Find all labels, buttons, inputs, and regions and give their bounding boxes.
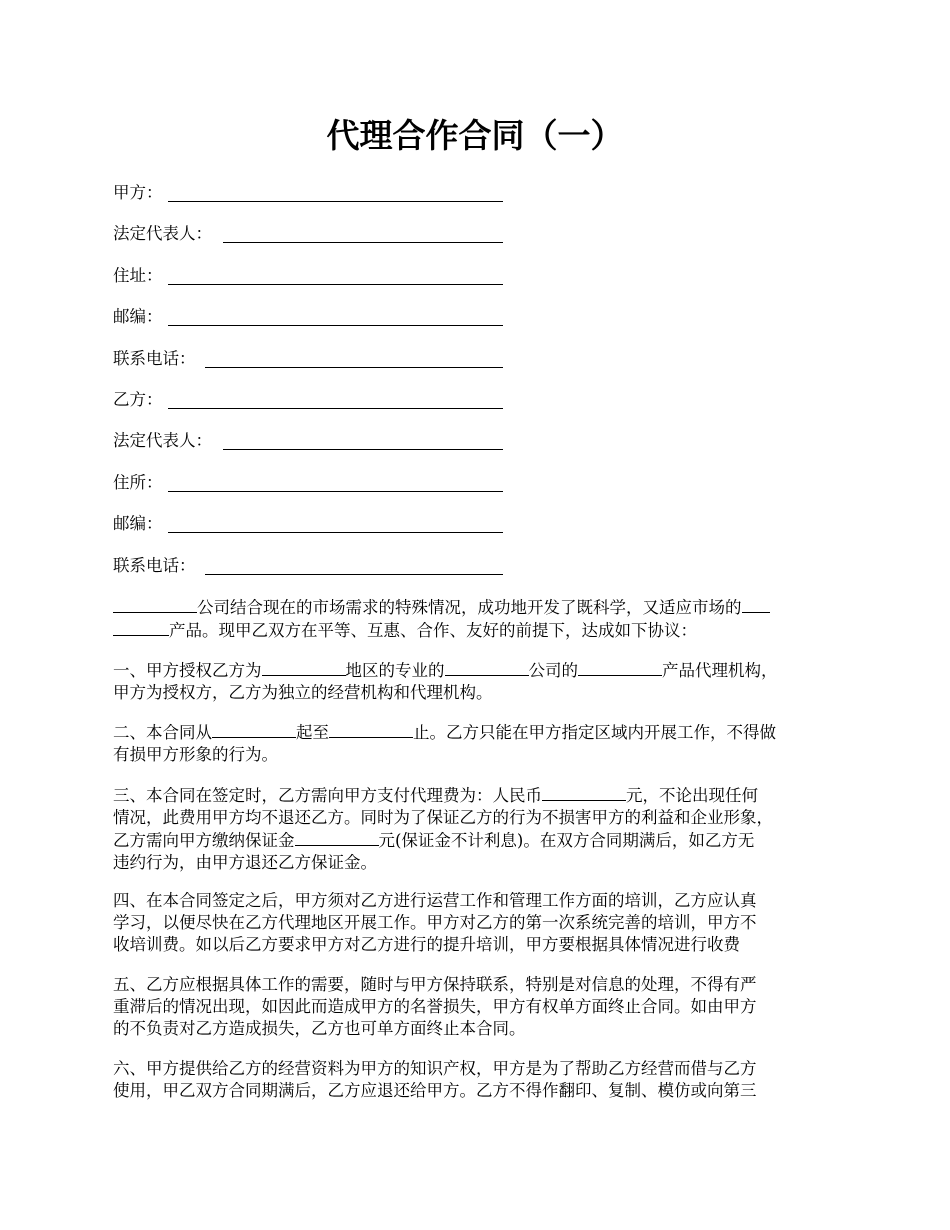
party-a-phone-field: [113, 348, 196, 370]
fill-in-line[interactable]: [168, 408, 503, 409]
party-b-name-field: [113, 389, 163, 411]
clause-5-line-1: 五、乙方应根据具体工作的需要，随时与甲方保持联系，特别是对信息的处理，不得有严: [113, 975, 757, 994]
clause-6-line-2: 使用，甲乙双方合同期满后，乙方应退还给甲方。乙方不得作翻印、复制、模仿或向第三: [113, 1081, 757, 1100]
clause-6-line-1: 六、甲方提供给乙方的经营资料为甲方的知识产权，甲方是为了帮助乙方经营而借与乙方: [113, 1059, 757, 1078]
field-label: 住所：: [113, 473, 163, 492]
clause-1: [113, 659, 843, 704]
deposit-blank[interactable]: [295, 829, 379, 846]
fill-in-line[interactable]: [205, 367, 503, 368]
party-a-name-field: [113, 182, 163, 204]
fill-in-line[interactable]: [168, 532, 503, 533]
agency-fee-blank[interactable]: [542, 784, 626, 801]
clause-5-line-3: 的不负责对乙方造成损失，乙方也可单方面终止本合同。: [113, 1019, 526, 1038]
clause-4: [113, 890, 843, 956]
party-a-postcode-field: [113, 306, 163, 328]
clause-3-line-3: [113, 829, 853, 852]
document-title: 代理合作合同（一）: [326, 116, 624, 155]
clause-3-text: 三、本合同在签定时，乙方需向甲方支付代理费为：人民币: [113, 786, 542, 805]
intro-paragraph: [113, 596, 843, 642]
party-a-representative-field: [113, 223, 212, 245]
intro-text-2: 产品。现甲乙双方在平等、互惠、合作、友好的前提下，达成如下协议：: [169, 621, 697, 640]
clause-1-line-1: [113, 659, 843, 682]
clause-5: [113, 974, 843, 1040]
start-date-blank[interactable]: [212, 721, 296, 738]
intro-line-1: [113, 596, 843, 619]
fill-in-line[interactable]: [168, 325, 503, 326]
clause-1-text: 一、甲方授权乙方为: [113, 661, 262, 680]
party-b-representative-field: [113, 430, 212, 452]
clause-6: [113, 1058, 843, 1102]
clause-2-text: 二、本合同从: [113, 723, 212, 742]
fill-in-line[interactable]: [223, 242, 503, 243]
clause-2-line-2: 有损甲方形象的行为。: [113, 745, 278, 764]
party-a-address-field: [113, 265, 163, 287]
clause-2: [113, 721, 843, 766]
clause-4-line-2: 学习，以便尽快在乙方代理地区开展工作。甲方对乙方的第一次系统完善的培训，甲方不: [113, 913, 757, 932]
fill-in-line[interactable]: [168, 491, 503, 492]
field-label: 乙方：: [113, 390, 163, 409]
field-label: 住址：: [113, 266, 163, 285]
clause-3-line-1: [113, 784, 853, 807]
clause-3-line-2: 情况，此费用甲方均不退还乙方。同时为了保证乙方的行为不损害甲方的利益和企业形象，: [113, 808, 773, 827]
product-blank-start[interactable]: [742, 596, 770, 613]
field-label: 联系电话：: [113, 349, 196, 368]
clause-3: [113, 784, 853, 874]
party-b-postcode-field: [113, 513, 163, 535]
field-label: 邮编：: [113, 514, 163, 533]
clause-5-line-2: 重滞后的情况出现，如因此而造成甲方的名誉损失，甲方有权单方面终止合同。如由甲方: [113, 997, 757, 1016]
intro-line-2: [113, 619, 843, 642]
clause-4-line-3: 收培训费。如以后乙方要求甲方对乙方进行的提升培训，甲方要根据具体情况进行收费: [113, 935, 740, 954]
clause-1-text: 公司的: [528, 661, 578, 680]
clause-3-text: 元(保证金不计利息)。在双方合同期满后，如乙方无: [378, 831, 755, 850]
party-b-phone-field: [113, 555, 196, 577]
party-b-address-field: [113, 472, 163, 494]
clause-2-text: 止。乙方只能在甲方指定区域内开展工作，不得做: [413, 723, 776, 742]
fill-in-line[interactable]: [223, 449, 503, 450]
clause-3-line-4: 违约行为，由甲方退还乙方保证金。: [113, 853, 377, 872]
company-blank[interactable]: [113, 596, 197, 613]
fill-in-line[interactable]: [168, 201, 503, 202]
product-blank-end[interactable]: [113, 619, 169, 636]
field-label: 法定代表人：: [113, 224, 212, 243]
clause-3-text: 乙方需向甲方缴纳保证金: [113, 831, 295, 850]
field-label: 法定代表人：: [113, 431, 212, 450]
clause-1-text: 产品代理机构，: [662, 661, 778, 680]
field-label: 邮编：: [113, 307, 163, 326]
intro-text-1: 公司结合现在的市场需求的特殊情况，成功地开发了既科学，又适应市场的: [197, 598, 742, 617]
clause-4-line-1: 四、在本合同签定之后，甲方须对乙方进行运营工作和管理工作方面的培训，乙方应认真: [113, 891, 757, 910]
clause-3-text: 元，不论出现任何: [626, 786, 758, 805]
field-label: 甲方：: [113, 183, 163, 202]
fill-in-line[interactable]: [205, 574, 503, 575]
field-label: 联系电话：: [113, 556, 196, 575]
clause-2-line-1: [113, 721, 843, 744]
clause-2-text: 起至: [296, 723, 329, 742]
clause-1-line-2: 甲方为授权方，乙方为独立的经营机构和代理机构。: [113, 683, 493, 702]
clause-1-text: 地区的专业的: [345, 661, 445, 680]
product-blank[interactable]: [578, 659, 662, 676]
specialty-blank[interactable]: [445, 659, 529, 676]
end-date-blank[interactable]: [329, 721, 413, 738]
fill-in-line[interactable]: [168, 284, 503, 285]
region-blank[interactable]: [262, 659, 346, 676]
